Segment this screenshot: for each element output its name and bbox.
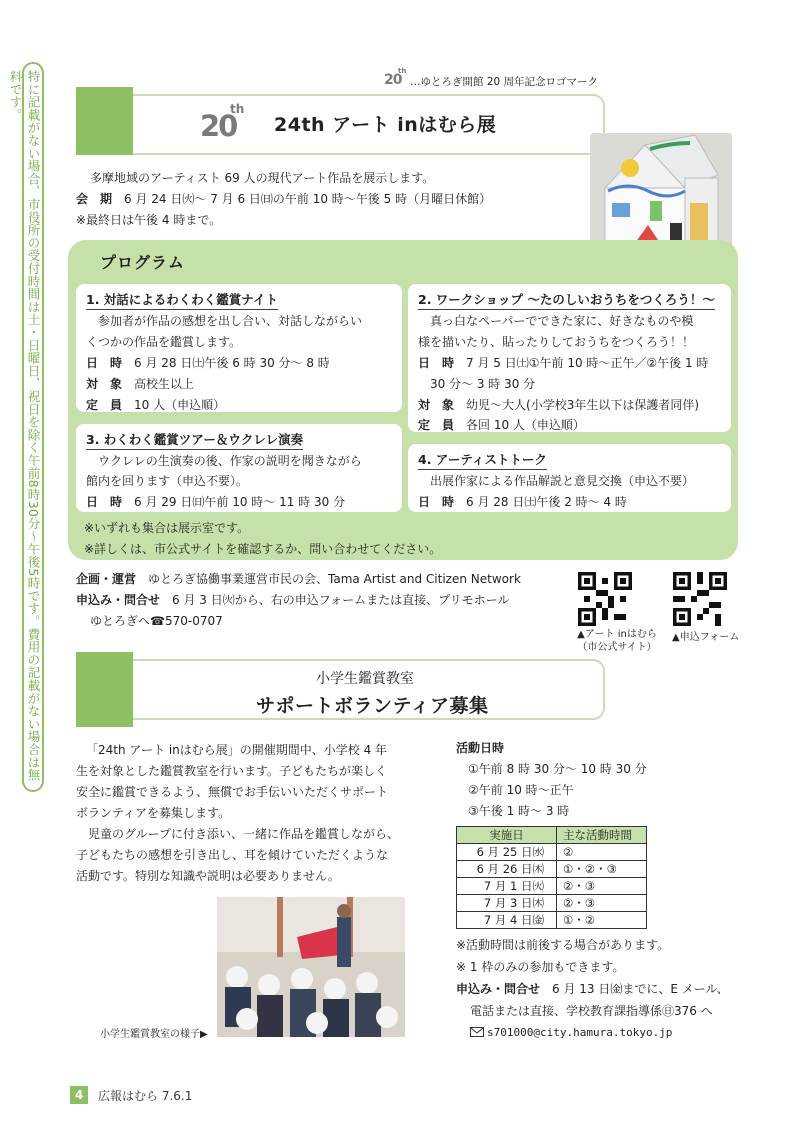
logo-mark: 20 th <box>200 102 245 143</box>
volunteer-title: サポートボランティア募集 <box>256 695 489 717</box>
schedule-table <box>456 826 647 929</box>
event-title: 24th アート inはむら展 <box>274 114 497 136</box>
hours-1: ①午前 8 時 30 分～ 10 時 30 分 <box>468 762 647 776</box>
table-row: 6 月 25 日㈬ ② <box>457 844 647 861</box>
logo-mark-small: 20 th <box>384 67 407 88</box>
table-row: 7 月 4 日㈮ ①・② <box>457 912 647 929</box>
photo-caption: 小学生鑑賞教室の様子▶ <box>100 1029 208 1040</box>
program-note1: ※いずれも集合は展示室です。 <box>84 521 250 535</box>
card2-line1: 日 時 7 月 5 日㈯①午前 10 時～正午／②午後 1 時 <box>418 356 709 370</box>
card1-line3: 定 員 10 人（申込順） <box>86 398 226 412</box>
side-note: 特に記載がない場合、市役所の受付時間は土・日曜日、祝日を除く午前8時30分～午後5時です。費用の記載がない場合は無料です。 <box>22 62 44 792</box>
hours-3: ③午後 1 時～ 3 時 <box>468 804 570 818</box>
volunteer-bar-accent <box>76 652 133 727</box>
organizer-contact-row: 申込み・問合せ 6 月 3 日㈫から、右の申込フォームまたは直接、プリモホール <box>76 593 510 607</box>
volunteer-email-row <box>470 1022 672 1044</box>
hours-2: ②午前 10 時～正午 <box>468 783 574 797</box>
hours-title: 活動日時 <box>456 741 505 755</box>
card4-title: 4. アーティストトーク <box>418 450 547 470</box>
card1-line1: 日 時 6 月 28 日㈯午後 6 時 30 分～ 8 時 <box>86 356 330 370</box>
table-header-date: 実施日 <box>457 827 557 844</box>
card3-desc1: ウクレレの生演奏の後、作家の説明を聞きながら <box>98 454 362 468</box>
card2-desc1: 真っ白なペーパーでできた家に、好きなものや模 <box>430 314 694 328</box>
card2-line3: 定 員 各回 10 人（申込順） <box>418 418 585 432</box>
card3-title: 3. わくわく鑑賞ツアー＆ウクレレ演奏 <box>86 430 303 450</box>
program-title: プログラム <box>100 253 185 272</box>
volunteer-apply-row: 申込み・問合せ 6 月 13 日㈮までに、E メール、 <box>456 982 729 996</box>
email-link[interactable]: s701000@city.hamura.tokyo.jp <box>487 1026 673 1039</box>
page-number: 4 <box>70 1086 88 1104</box>
period-label: 会 期 <box>76 192 113 206</box>
footer-text: 広報はむら 7.6.1 <box>98 1089 193 1103</box>
volunteer-p1-l1: 「24th アート inはむら展」の開催期間中、小学校 4 年 <box>86 743 388 757</box>
table-header-time: 主な活動時間 <box>557 827 647 844</box>
table-row: 6 月 26 日㈭ ①・②・③ <box>457 861 647 878</box>
event-intro: 多摩地域のアーティスト 69 人の現代アート作品を展示します。 <box>90 171 435 185</box>
volunteer-note2: ※ 1 枠のみの参加もできます。 <box>456 960 625 974</box>
card3-desc2: 館内を回ります（申込不要）。 <box>86 474 249 488</box>
logo-note: …ゆとろぎ開館 20 周年記念ロゴマーク <box>410 76 599 88</box>
volunteer-p2-l1: 児童のグループに付き添い、一緒に作品を鑑賞しながら、 <box>88 827 400 841</box>
table-row: 7 月 3 日㈭ ②・③ <box>457 895 647 912</box>
card4-desc1: 出展作家による作品解説と意見交換（申込不要） <box>430 474 695 488</box>
card2-line2: 対 象 幼児～大人(小学校3年生以下は保護者同伴) <box>418 398 700 412</box>
classroom-photo <box>217 897 405 1037</box>
card1-title: 1. 対話によるわくわく鑑賞ナイト <box>86 290 278 310</box>
program-note2: ※詳しくは、市公式サイトを確認するか、問い合わせてください。 <box>84 542 442 556</box>
qr-form-label: ▲申込フォーム <box>672 632 740 643</box>
period-value: 6 月 24 日㈫～ 7 月 6 日㈰の午前 10 時～午後 5 時（月曜日休館） <box>124 192 492 206</box>
volunteer-p1-l3: 安全に鑑賞できるよう、無償でお手伝いいただくサポート <box>76 785 389 799</box>
volunteer-note1: ※活動時間は前後する場合があります。 <box>456 938 670 952</box>
card1-line2: 対 象 高校生以上 <box>86 377 195 391</box>
qr-site-label: ▲アート inはむら （市公式サイト） <box>577 629 657 653</box>
event-period-row <box>76 189 491 210</box>
card1-desc2: くつかの作品を鑑賞します。 <box>86 335 242 349</box>
card3-line1: 日 時 6 月 29 日㈰午前 10 時～ 11 時 30 分 <box>86 495 346 509</box>
table-row: 7 月 1 日㈫ ②・③ <box>457 878 647 895</box>
volunteer-apply-row2: 電話または直接、学校教育課指導係㊐376 へ <box>470 1004 713 1018</box>
volunteer-p2-l3: 活動です。特別な知識や説明は必要ありません。 <box>76 869 340 883</box>
card2-line1b: 30 分～ 3 時 30 分 <box>430 377 536 391</box>
volunteer-p1-l2: 生を対象とした鑑賞教室を行います。子どもたちが楽しく <box>76 764 388 778</box>
organizer-phone-row: ゆとろぎへ☎570-0707 <box>90 614 223 628</box>
last-day-note: ※最終日は午後 4 時まで。 <box>76 213 222 227</box>
mail-icon <box>470 1027 484 1037</box>
qr-form[interactable] <box>673 572 727 626</box>
card2-desc2: 様を描いたり、貼ったりしておうちをつくろう！！ <box>418 335 695 349</box>
organizer-row: 企画・運営 ゆとろぎ協働事業運営市民の会、Tama Artist and Citizen Network <box>76 572 521 586</box>
card2-title: 2. ワークショップ ～たのしいおうちをつくろう！～ <box>418 290 715 310</box>
title-bar-accent <box>76 87 133 155</box>
card4-line1: 日 時 6 月 28 日㈯午後 2 時～ 4 時 <box>418 495 627 509</box>
card1-desc1: 参加者が作品の感想を出し合い、対話しながらい <box>98 314 363 328</box>
volunteer-p2-l2: 子どもたちの感想を引き出し、耳を傾けていただくような <box>76 848 389 862</box>
qr-site[interactable] <box>578 572 632 626</box>
phone-icon: ☎ <box>150 614 165 628</box>
volunteer-p1-l4: ボランティアを募集します。 <box>76 806 231 820</box>
volunteer-subtitle: 小学生鑑賞教室 <box>316 671 414 687</box>
